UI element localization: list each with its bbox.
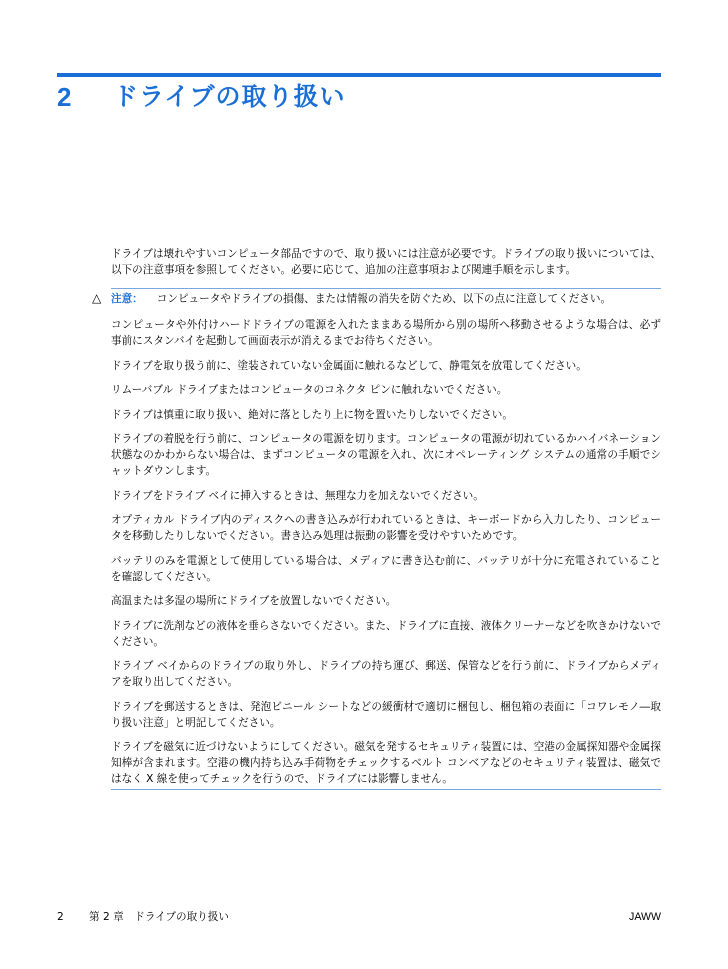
intro-paragraph: ドライブは壊れやすいコンピュータ部品ですので、取り扱いには注意が必要です。ドライブの取り扱いについては、以下の注意事項を参照してください。必要に応じて、追加の注意事項および関連手順を示します。 [111, 248, 661, 276]
chapter-number: 2 [57, 82, 72, 112]
footer-document-code: JAWW [629, 911, 661, 923]
caution-triangle-icon: △ [92, 291, 102, 305]
caution-item: ドライブを磁気に近づけないようにしてください。磁気を発するセキュリティ装置には、空港の金属探知器や金属探知棒が含まれます。空港の機内持ち込み手荷物をチェックするベルト コンベアなどのセキュリティ装置は、磁気ではなく X 線を使ってチェックを行うので、ドライブには影響しません。 [111, 741, 661, 785]
caution-top-rule [111, 288, 661, 289]
caution-label: 注意： [111, 293, 143, 305]
page-content [92, 246, 661, 790]
chapter-title: ドライブの取り扱い [113, 82, 346, 111]
caution-item: ドライブを取り扱う前に、塗装されていない金属面に触れるなどして、静電気を放電してください。 [111, 359, 587, 372]
caution-item: 高温または多湿の場所にドライブを放置しないでください。 [111, 595, 397, 607]
caution-item: オプティカル ドライブ内のディスクへの書き込みが行われているときは、キーボードから入力したり、コンピュータを移動したりしないでください。書き込み処理は振動の影響を受けやすいためです。 [111, 514, 661, 542]
caution-item: ドライブを郵送するときは、発泡ビニール シートなどの緩衝材で適切に梱包し、梱包箱の表面に「コワレモノ―取り扱い注意」と明記してください。 [111, 700, 661, 729]
caution-item: ドライブに洗剤などの液体を垂らさないでください。また、ドライブに直接、液体クリーナーなどを吹きかけないでください。 [111, 619, 661, 648]
caution-paragraph [92, 291, 661, 307]
caution-bottom-rule [111, 789, 661, 790]
caution-item: バッテリのみを電源として使用している場合は、メディアに書き込む前に、バッテリが十分に充電されていることを確認してください。 [111, 554, 661, 583]
footer-chapter-label: 第 2 章 ドライブの取り扱い [89, 911, 229, 923]
caution-item: ドライブをドライブ ベイに挿入するときは、無理な力を加えないでください。 [111, 489, 484, 502]
caution-item: ドライブ ベイからのドライブの取り外し、ドライブの持ち運び、郵送、保管などを行う前に、ドライブからメディアを取り出してください。 [111, 660, 661, 688]
caution-item: リムーバブル ドライブまたはコンピュータのコネクタ ピンに触れないでください。 [111, 384, 508, 396]
footer-page-number: 2 [57, 911, 64, 923]
caution-text: コンピュータやドライブの損傷、または情報の消失を防ぐため、以下の点に注意してください。 [156, 293, 612, 305]
chapter-top-rule [57, 73, 661, 77]
caution-item: コンピュータや外付けハードドライブの電源を入れたままある場所から別の場所へ移動させるような場合は、必ず事前にスタンバイを起動して画面表示が消えるまでお待ちください。 [111, 319, 661, 347]
caution-item: ドライブの着脱を行う前に、コンピュータの電源を切ります。コンピュータの電源が切れているかハイバネーション状態なのかわからない場合は、まずコンピュータの電源を入れ、次にオペレーティング システムの通常の手順でシャットダウンします。 [111, 433, 661, 477]
caution-item: ドライブは慎重に取り扱い、絶対に落としたり上に物を置いたりしないでください。 [111, 408, 513, 421]
